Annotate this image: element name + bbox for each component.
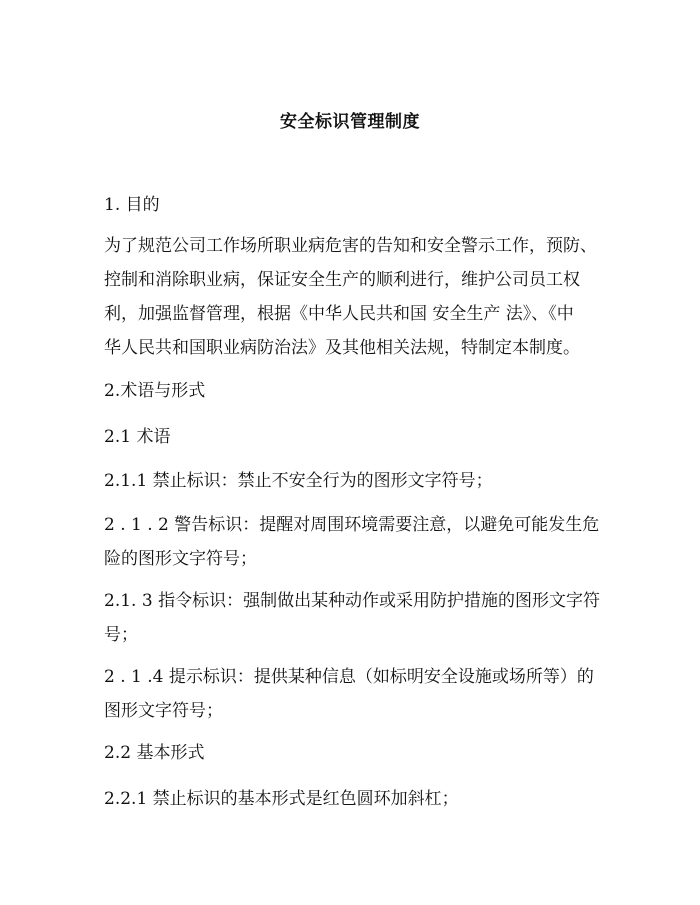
item-text-line: 2 . 1 . 2 警告标识：提醒对周围环境需要注意，以避免可能发生危 <box>104 515 600 535</box>
item-2-1-3 <box>104 584 624 652</box>
item-text: 2.1.1 禁止标识：禁止不安全行为的图形文字符号； <box>104 471 493 491</box>
paragraph-line: 为了规范公司工作场所职业病危害的告知和安全警示工作，预防、 <box>104 236 597 256</box>
item-text-line: 图形文字符号； <box>104 701 223 721</box>
item-text-line: 号； <box>104 625 138 645</box>
section-heading-text: 1. 目的 <box>104 195 160 215</box>
paragraph-line: 控制和消除职业病，保证安全生产的顺利进行，维护公司员工权 <box>104 270 580 290</box>
purpose-paragraph <box>104 229 624 365</box>
item-text-line: 2.1. 3 指令标识：强制做出某种动作或采用防护措施的图形文字符 <box>104 591 601 611</box>
subsection-heading-text: 2.1 术语 <box>104 427 171 447</box>
subsection-basic-form-heading <box>104 736 624 770</box>
paragraph-line: 华人民共和国职业病防治法》及其他相关法规，特制定本制度。 <box>104 338 580 358</box>
section-purpose-heading <box>104 188 624 222</box>
section-heading-text: 2.术语与形式 <box>104 381 206 401</box>
item-2-1-2 <box>104 508 624 576</box>
item-text: 2.2.1 禁止标识的基本形式是红色圆环加斜杠； <box>104 789 459 809</box>
paragraph-line: 利，加强监督管理，根据《中华人民共和国 安全生产 法》、《中 <box>104 304 574 324</box>
subsection-heading-text: 2.2 基本形式 <box>104 743 205 763</box>
item-text-line: 险的图形文字符号； <box>104 549 257 569</box>
item-2-1-1 <box>104 464 624 498</box>
item-2-2-1 <box>104 782 624 816</box>
document-title: 安全标识管理制度 <box>280 112 420 132</box>
item-2-1-4 <box>104 660 624 728</box>
subsection-terms-heading <box>104 420 624 454</box>
item-text-line: 2 . 1 .4 提示标识：提供某种信息（如标明安全设施或场所等）的 <box>104 667 594 687</box>
section-terms-heading <box>104 374 624 408</box>
